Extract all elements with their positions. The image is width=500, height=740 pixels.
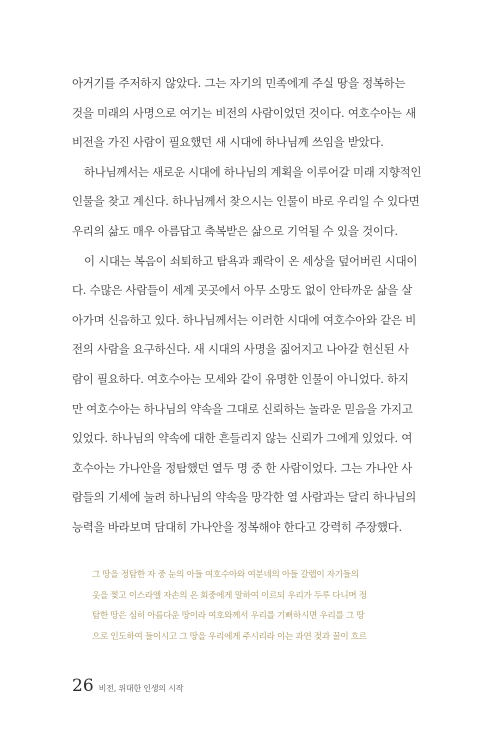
quote-line: 으로 인도하여 들이시고 그 땅을 우리에게 주시리라 이는 과연 젖과 꿀이 흐르 [92,631,367,642]
body-line: 하나님께서는 새로운 시대에 하나님의 계획을 이루어갈 미래 지향적인 [84,164,422,179]
body-line: 만 여호수아는 하나님의 약속을 그대로 신뢰하는 놀라운 믿음을 가지고 [72,401,413,416]
body-text [72,69,428,543]
quote-line: 그 땅을 정탐한 자 중 눈의 아들 여호수아와 여분네의 아들 갈렙이 자기들의 [92,570,359,580]
body-line: 람이 필요하다. 여호수아는 모세와 같이 유명한 인물이 아니었다. 하지 [72,371,409,386]
body-line: 아거기를 주저하지 않았다. 그는 자기의 민족에게 주실 땅을 정복하는 [72,76,406,90]
body-line: 비전을 가진 사람이 필요했던 새 시대에 하나님께 쓰임을 받았다. [72,135,384,150]
running-title: 비전, 위대한 인생의 시작 [98,684,184,693]
body-line: 있었다. 하나님의 약속에 대한 흔들리지 않는 신뢰가 그에게 있었다. 여 [72,431,413,446]
body-line: 아가며 신음하고 있다. 하나님께서는 이러한 시대에 여호수아와 같은 비 [72,312,417,327]
body-line: 인물을 찾고 계신다. 하나님께서 찾으시는 인물이 바로 우리일 수 있다면 [72,194,420,209]
body-line: 호수아는 가나안을 정탐했던 열두 명 중 한 사람이었다. 그는 가나안 사 [72,460,413,475]
scripture-quote [92,565,410,647]
body-line: 우리의 삶도 매우 아름답고 축복받은 삶으로 기억될 수 있을 것이다. [72,223,398,238]
page-footer [72,676,183,700]
body-line: 능력을 바라보며 담대히 가나안을 정복해야 한다고 강력히 주장했다. [72,519,402,534]
body-line: 다. 수많은 사람들이 세계 곳곳에서 아무 소망도 없이 안타까운 삶을 살 [72,283,413,298]
body-line: 전의 사람을 요구하신다. 새 시대의 사명을 짊어지고 나아갈 헌신된 사 [72,342,409,357]
quote-line: 옷을 찢고 이스라엘 자손의 온 회중에게 말하여 이르되 우리가 두루 다니며 정 [92,590,367,601]
quote-line: 탐한 땅은 심히 아름다운 땅이라 여호와께서 우리를 기뻐하시면 우리를 그 땅 [92,611,365,622]
body-line: 이 시대는 복음이 쇠퇴하고 탐욕과 쾌락이 온 세상을 덮어버린 시대이 [84,253,418,268]
body-line: 것을 미래의 사명으로 여기는 비전의 사람이었던 것이다. 여호수아는 새 [72,105,417,120]
page-number: 26 [72,676,94,696]
body-line: 람들의 기세에 눌려 하나님의 약속을 망각한 열 사람과는 달리 하나님의 [72,490,417,505]
